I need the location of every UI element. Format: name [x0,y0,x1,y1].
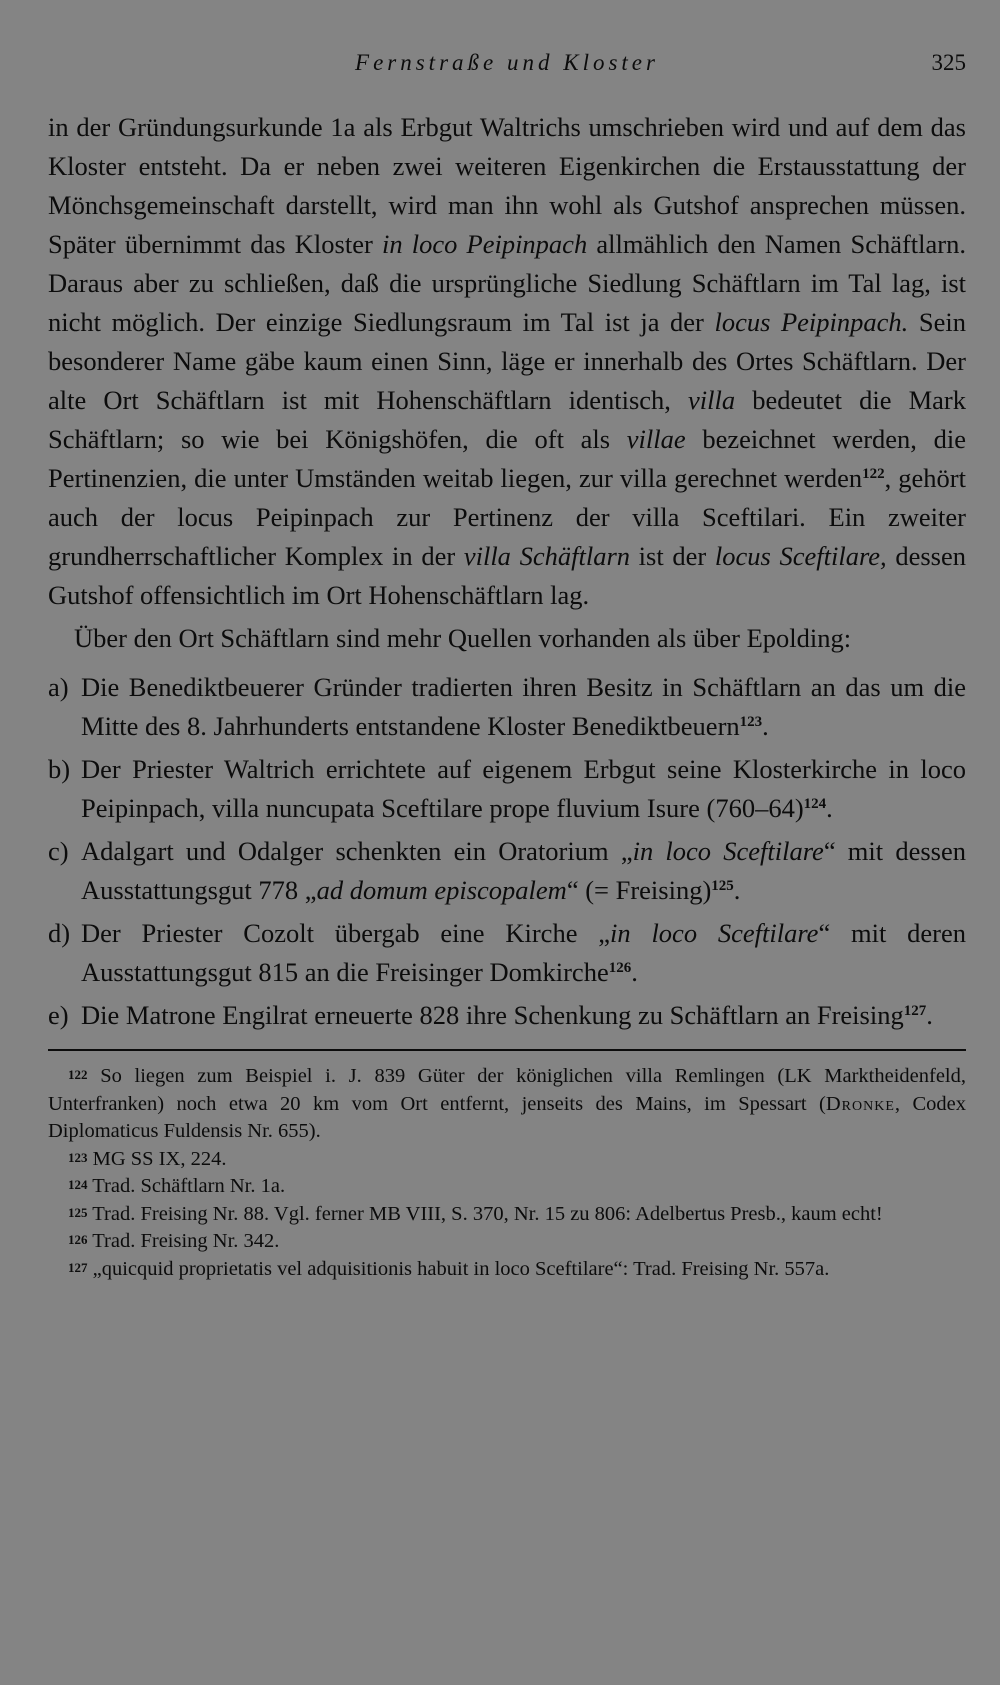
footnote-reference: 123 [739,714,763,730]
text-run: bezeichnet werden, die Pertinenzien, die unter Umständen weitab liegen, zur villa gerechnet werden [48,424,967,493]
text-run: , gehört auch der locus Peipinpach zur Pertinenz der villa Sceftilari. Ein zweiter grundherrschaftlicher Komplex in der [48,463,966,571]
footnote-number: 125 [68,1204,88,1220]
footnote-text [88,1230,280,1252]
page-header [48,50,966,86]
text-run: . [762,711,769,741]
paragraph [48,619,966,658]
running-title: Fernstraße und Kloster [355,50,659,75]
body-text [48,108,966,1283]
text-run: Trad. Freising Nr. 88. Vgl. ferner MB VIII, S. 370, Nr. 15 zu 806: Adelbertus Presb., kaum echt! [87,1202,883,1225]
text-run: So liegen zum Beispiel i. J. 839 Güter der königlichen villa Remlingen (LK Marktheidenfeld, Unterfranken) noch etwa 20 km vom Ort entfernt, jenseits des Mains, im Spessart ( [48,1065,966,1115]
footnote [48,1063,966,1146]
text-run: „quicquid proprietatis vel adquisitionis habuit in loco Sceftilare“: Trad. Freising Nr. 557a. [87,1257,830,1280]
footnote-reference: 124 [803,796,827,812]
text-run: MG SS IX, 224. [87,1147,227,1170]
text-run: Über den Ort Schäftlarn sind mehr Quellen vorhanden als über Epolding: [74,623,852,653]
text-run: . [631,957,638,987]
footnote-number: 122 [68,1067,88,1082]
page-number: 325 [931,50,966,75]
source-item [48,750,966,828]
footnote-divider [48,1049,966,1051]
footnote [48,1201,966,1229]
paragraph [48,108,966,615]
text-run: allmählich den Namen Schäftlarn. Daraus aber zu schließen, daß die ursprüngliche Siedlung Schäftlarn im Tal lag, ist nicht möglich. Der einzige Siedlungsraum im Tal ist ja der [48,229,966,337]
footnotes [48,1063,966,1283]
text-run: Der Priester Cozolt übergab eine Kirche „ [81,918,611,948]
source-item-text [81,836,966,905]
text-run: Trad. Schäftlarn Nr. 1a. [87,1175,286,1197]
text-run: . [826,793,833,823]
footnote-reference: 125 [711,878,734,894]
source-item-text [81,672,966,741]
text-run: in der Gründungsurkunde 1a als Erbgut Waltrichs umschrieben wird und auf dem das Kloster entsteht. Da er neben zwei weiteren Eigenkirchen die Erstausstattung der Mönchsgemeinschaft darstellt, wird man ihn wohl als Gutshof ansprechen müssen. Später übernimmt das Kloster [48,112,966,259]
text-run: “ mit deren Ausstattungsgut 815 an die Freisinger Domkirche [81,918,967,987]
footnote-text [88,1148,227,1170]
source-item-letter: b) [48,754,71,784]
text-run: bedeutet die Mark Schäftlarn; so wie bei Königshöfen, die oft als [48,385,966,454]
text-run: Sein besonderer Name gäbe kaum einen Sinn, läge er innerhalb des Ortes Schäftlarn. Der alte Ort Schäftlarn ist mit Hohenschäftlarn identisch, [48,307,967,415]
source-item-text [81,1000,933,1030]
footnote-reference: 127 [903,1003,927,1019]
source-list [48,668,966,1035]
source-item [48,668,966,746]
italic-text: ad domum episcopalem [316,875,567,905]
source-item-letter: e) [48,1000,69,1030]
italic-text: villae [626,424,686,454]
text-run: ist der [630,541,715,571]
footnote-text [48,1065,966,1142]
italic-text: in loco Sceftilare [610,918,819,948]
source-item-letter: d) [48,918,71,948]
text-run: “ (= Freising) [566,875,712,905]
italic-text: villa Schäftlarn [463,541,631,571]
source-item-letter: a) [48,672,69,702]
text-run: Adalgart und Odalger schenkten ein Oratorium „ [81,836,633,866]
source-item [48,832,966,910]
text-run: dessen Gutshof offensichtlich im Ort Hohenschäftlarn lag. [48,541,967,610]
footnote [48,1228,966,1256]
source-item [48,996,966,1035]
footnote-reference: 126 [608,960,632,976]
footnote-number: 124 [68,1177,88,1192]
footnote [48,1146,966,1174]
text-run: Trad. Freising Nr. 342. [87,1230,280,1252]
text-run: . [926,1000,933,1030]
small-caps-text: Dronke [825,1092,895,1115]
italic-text: locus Peipinpach. [714,307,909,337]
text-run: Der Priester Waltrich errichtete auf eigenem Erbgut seine Klosterkirche in loco Peipinpach, villa nuncupata Sceftilare prope fluvium Isure (760–64) [81,754,966,823]
footnote-number: 126 [68,1232,88,1247]
source-item-text [81,754,966,823]
source-item [48,914,966,992]
footnote [48,1173,966,1201]
text-run: . [733,875,741,905]
footnote [48,1256,966,1284]
footnote-text [88,1258,830,1280]
footnote-reference: 122 [862,466,885,482]
footnote-number: 123 [68,1149,88,1165]
footnote-text [88,1175,286,1197]
source-item-letter: c) [48,836,69,866]
footnote-text [88,1203,883,1225]
text-run: , Codex Diplomaticus Fuldensis Nr. 655). [48,1092,966,1142]
italic-text: locus Sceftilare, [714,541,887,571]
text-run: Die Matrone Engilrat erneuerte 828 ihre Schenkung zu Schäftlarn an Freising [81,1000,904,1030]
italic-text: in loco Sceftilare [632,836,824,866]
footnote-number: 127 [68,1259,88,1275]
text-run: Die Benediktbeuerer Gründer tradierten ihren Besitz in Schäftlarn an das um die Mitte des 8. Jahrhunderts entstandene Kloster Benediktbeuern [81,672,966,741]
italic-text: villa [688,385,736,415]
source-item-text [81,918,966,987]
italic-text: in loco Peipinpach [381,229,588,259]
text-run: “ mit dessen Ausstattungsgut 778 „ [81,836,967,905]
